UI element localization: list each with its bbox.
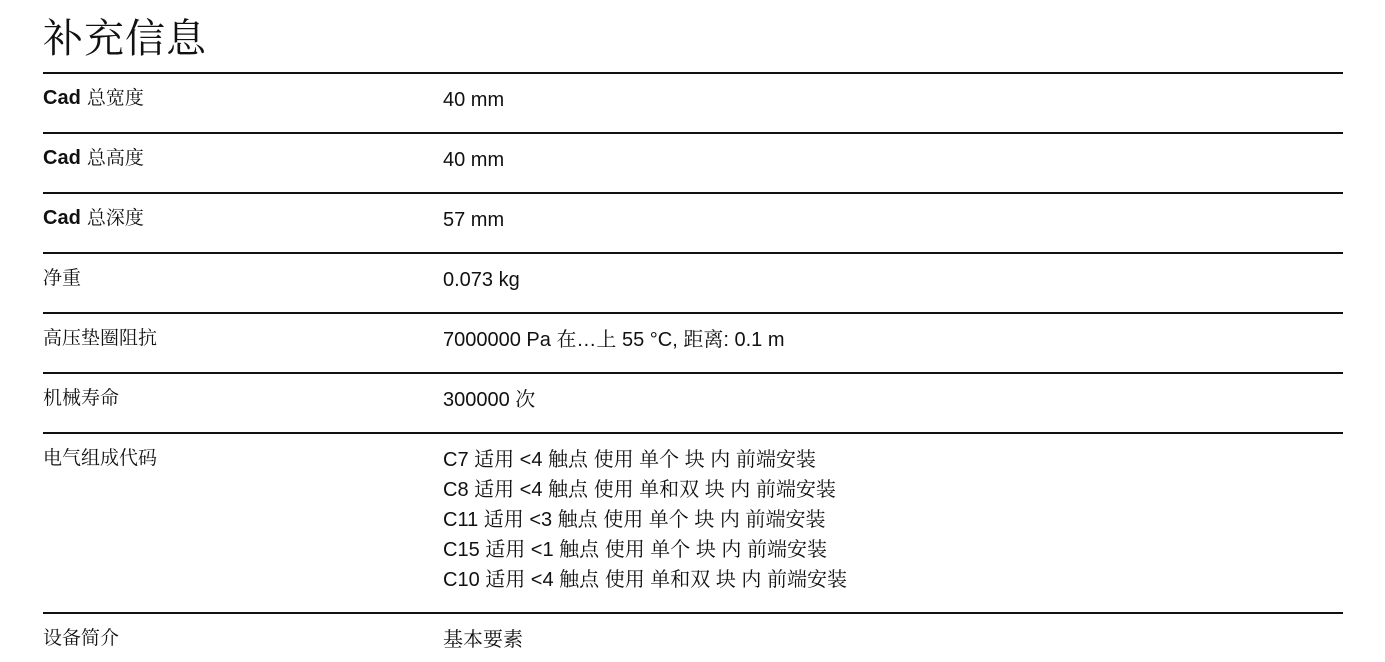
spec-label: 电气组成代码 — [43, 447, 158, 469]
spec-label-text: 总高度 — [80, 147, 144, 169]
spec-value-line: C8 适用 <4 触点 使用 单和双 块 内 前端安装 — [443, 479, 836, 501]
spec-label-text: 总深度 — [80, 207, 144, 229]
spec-label: 净重 — [43, 267, 82, 289]
spec-value-list — [443, 445, 847, 595]
spec-value-line: C15 适用 <1 触点 使用 单个 块 内 前端安装 — [443, 539, 827, 561]
spec-row-gasket-resistance — [43, 314, 1343, 374]
spec-row-net-weight — [43, 254, 1343, 314]
spec-row-device-profile — [43, 614, 1343, 662]
spec-row-electrical-codes — [43, 434, 1343, 614]
spec-label: 机械寿命 — [43, 387, 120, 409]
spec-label: 设备简介 — [43, 627, 120, 649]
spec-value: 7000000 Pa 在…上 55 °C, 距离: 0.1 m — [443, 329, 785, 351]
spec-value: 57 mm — [443, 209, 505, 231]
spec-row-cad-width — [43, 74, 1343, 134]
spec-row-cad-height — [43, 134, 1343, 194]
spec-label-prefix: Cad — [43, 147, 81, 169]
spec-value: 0.073 kg — [443, 269, 520, 291]
spec-value: 300000 次 — [443, 389, 536, 411]
spec-label — [43, 85, 144, 111]
page-title: 补充信息 — [43, 16, 207, 62]
spec-label — [43, 145, 144, 171]
spec-value-line: C7 适用 <4 触点 使用 单个 块 内 前端安装 — [443, 449, 816, 471]
spec-row-cad-depth — [43, 194, 1343, 254]
spec-label-prefix: Cad — [43, 87, 81, 109]
spec-value: 40 mm — [443, 89, 505, 111]
spec-value: 40 mm — [443, 149, 505, 171]
document-page — [43, 0, 1343, 662]
spec-label-text: 总宽度 — [80, 87, 144, 109]
spec-value-line: C11 适用 <3 触点 使用 单个 块 内 前端安装 — [443, 509, 826, 531]
spec-table — [43, 72, 1343, 662]
spec-label: 高压垫圈阻抗 — [43, 327, 158, 349]
spec-label-prefix: Cad — [43, 207, 81, 229]
spec-value: 基本要素 — [443, 629, 523, 651]
spec-label — [43, 205, 144, 231]
spec-row-mechanical-life — [43, 374, 1343, 434]
spec-value-line: C10 适用 <4 触点 使用 单和双 块 内 前端安装 — [443, 569, 847, 591]
